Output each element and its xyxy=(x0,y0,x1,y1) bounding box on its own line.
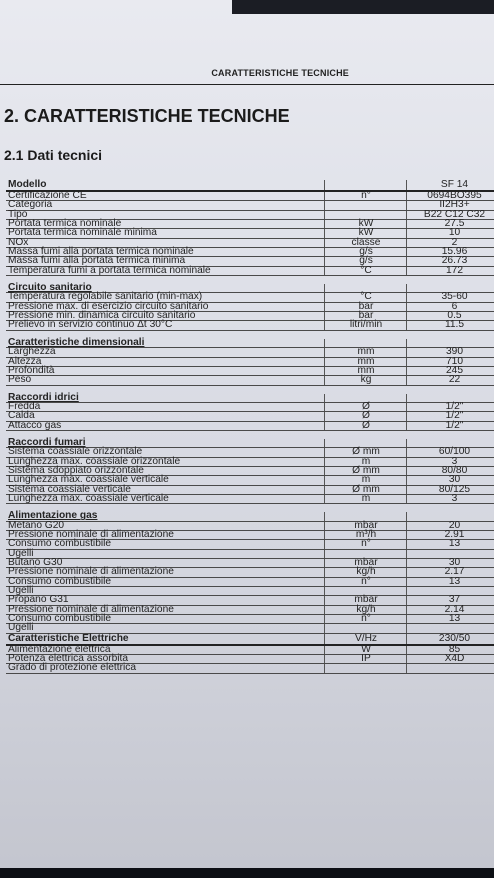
cell-value: 230/50 xyxy=(406,634,494,644)
cell-unit: Ø mm xyxy=(324,448,407,456)
cell-unit: litri/min xyxy=(324,321,407,329)
cell-unit: Ø xyxy=(324,412,407,420)
table-row xyxy=(6,400,494,412)
cell-value: 0694BO395 xyxy=(406,192,494,200)
cell-value xyxy=(406,431,494,439)
running-header xyxy=(0,64,494,85)
cell-unit: W xyxy=(324,646,407,654)
cell-label: Certificazione CE xyxy=(8,190,87,201)
cell-label: Pressione nominale di alimentazione xyxy=(8,603,174,615)
cell-unit: Ø mm xyxy=(324,486,407,494)
cell-label: Propano G31 xyxy=(8,594,69,606)
cell-value: 13 xyxy=(406,540,494,548)
cell-label: Potenza elettrica assorbita xyxy=(8,653,129,665)
cell-value: 13 xyxy=(406,578,494,586)
cell-unit: bar xyxy=(324,312,407,320)
cell-unit: mbar xyxy=(324,596,407,604)
cell-unit xyxy=(324,431,406,439)
cell-value: 0.5 xyxy=(406,312,494,320)
cell-label: Sistema coassiale orizzontale xyxy=(8,446,143,458)
cell-unit: mbar xyxy=(324,522,407,530)
cell-label: Pressione min. dinamica circuito sanitario xyxy=(8,310,196,322)
cell-value xyxy=(406,331,494,339)
cell-unit: g/s xyxy=(324,257,407,265)
cell-unit: Ø mm xyxy=(324,467,407,475)
cell-value: 2.91 xyxy=(406,531,494,539)
table-section-header xyxy=(6,391,494,403)
cell-unit xyxy=(324,331,406,339)
cell-unit: classe xyxy=(324,239,407,247)
cell-value: 172 xyxy=(406,267,494,275)
cell-label: Pressione nominale di alimentazione xyxy=(8,566,174,578)
cell-unit: °C xyxy=(324,267,407,275)
table-row xyxy=(6,364,494,376)
cell-label: Categoria xyxy=(8,199,53,211)
cell-label: Attacco gas xyxy=(8,419,62,431)
cell-value: 15.96 xyxy=(406,248,494,256)
cell-unit xyxy=(324,664,407,672)
cell-value: 80/125 xyxy=(406,486,494,494)
cell-value: 20 xyxy=(406,522,494,530)
cell-value: 2.14 xyxy=(406,606,494,614)
table-section-header xyxy=(6,336,494,348)
cell-label: Altezza xyxy=(8,355,42,367)
cell-label: Grado di protezione elettrica xyxy=(8,662,136,674)
cell-label: Temperatura regolabile sanitario (min-max) xyxy=(8,291,203,303)
cell-unit: bar xyxy=(324,303,407,311)
table-row xyxy=(6,376,494,385)
cell-unit: kg/h xyxy=(324,568,407,576)
cell-value xyxy=(406,504,494,512)
cell-label: NOx xyxy=(8,236,29,248)
table-row xyxy=(6,229,494,238)
cell-unit: kg/h xyxy=(324,606,407,614)
cell-unit: °C xyxy=(324,293,407,301)
cell-label: Peso xyxy=(8,374,32,386)
cell-value: 37 xyxy=(406,596,494,604)
table-row xyxy=(6,587,494,596)
cell-label: Ugelli xyxy=(8,547,34,559)
cell-value: B22 C12 C32 xyxy=(406,211,494,219)
technical-data-table xyxy=(6,180,494,674)
cell-value: 13 xyxy=(406,615,494,623)
cell-label: Ugelli xyxy=(8,622,34,634)
cell-unit: IP xyxy=(324,655,407,663)
cell-unit: kg xyxy=(324,376,407,384)
cell-value: 60/100 xyxy=(406,448,494,456)
cell-label: Portata termica nominale xyxy=(8,218,122,230)
cell-value xyxy=(406,664,494,672)
cell-label: Lunghezza max. coassiale verticale xyxy=(8,492,169,504)
cell-value: 85 xyxy=(406,646,494,654)
cell-unit xyxy=(324,624,407,632)
cell-unit: mm xyxy=(324,348,407,356)
cell-unit: mm xyxy=(324,358,407,366)
cell-unit: n° xyxy=(324,540,407,548)
cell-unit: n° xyxy=(324,615,407,623)
cell-unit: m xyxy=(324,458,407,466)
cell-value xyxy=(406,624,494,632)
cell-unit: n° xyxy=(324,192,407,200)
cell-value: 27.5 xyxy=(406,220,494,228)
cell-label: Calda xyxy=(8,410,35,422)
cell-value: 6 xyxy=(406,303,494,311)
cell-label: Lunghezza max. coassiale orizzontale xyxy=(8,455,181,467)
cell-label: Consumo combustibile xyxy=(8,575,112,587)
cell-label: Ugelli xyxy=(8,585,34,597)
cell-label: Caratteristiche Elettriche xyxy=(8,632,129,644)
cell-value: 3 xyxy=(406,458,494,466)
cell-label: Lunghezza max. coassiale verticale xyxy=(8,474,169,486)
cell-unit: n° xyxy=(324,578,407,586)
cell-label: Alimentazione gas xyxy=(8,510,98,522)
running-header-text: CARATTERISTICHE TECNICHE xyxy=(211,68,349,78)
cell-unit: kW xyxy=(324,229,407,237)
cell-value: X4D xyxy=(406,655,494,663)
cell-unit xyxy=(324,276,406,284)
cell-label: Modello xyxy=(8,179,47,190)
cell-value: 2.17 xyxy=(406,568,494,576)
cell-unit: mbar xyxy=(324,559,407,567)
table-row xyxy=(6,664,494,673)
cell-unit xyxy=(324,201,407,209)
cell-unit: m³/h xyxy=(324,531,407,539)
cell-label: Consumo combustibile xyxy=(8,613,112,625)
cell-value: 1/2" xyxy=(406,403,494,411)
table-section-header xyxy=(6,512,494,521)
cell-value: II2H3+ xyxy=(406,201,494,209)
cell-label: Portata termica nominale minima xyxy=(8,227,157,239)
cell-unit: g/s xyxy=(324,248,407,256)
cell-label: Larghezza xyxy=(8,346,56,358)
cell-value: 390 xyxy=(406,348,494,356)
cell-label: Sistema sdoppiato orizzontale xyxy=(8,464,144,476)
table-row xyxy=(6,412,494,421)
cell-unit: Ø xyxy=(324,422,407,430)
cell-label: Massa fumi alla portata termica nominale xyxy=(8,246,194,258)
section-title: 2. CARATTERISTICHE TECNICHE xyxy=(4,106,290,126)
background-edge xyxy=(232,0,494,14)
cell-label: Massa fumi alla portata termica minima xyxy=(8,255,186,267)
cell-unit: kW xyxy=(324,220,407,228)
table-row xyxy=(6,492,494,504)
cell-label: Pressione max. di esercizio circuito sanitario xyxy=(8,300,209,312)
cell-label: Tipo xyxy=(8,208,28,220)
table-row xyxy=(6,355,494,367)
cell-value xyxy=(406,386,494,394)
cell-label: Temperatura fumi a portata termica nominale xyxy=(8,264,211,276)
cell-label: Profondità xyxy=(8,364,55,376)
table-row xyxy=(6,321,494,330)
cell-value: 710 xyxy=(406,358,494,366)
table-row xyxy=(6,575,494,587)
table-row xyxy=(6,419,494,431)
cell-value: 26.73 xyxy=(406,257,494,265)
cell-label: Caratteristiche dimensionali xyxy=(8,336,145,348)
cell-label: Sistema coassiale verticale xyxy=(8,483,131,495)
table-row xyxy=(6,348,494,357)
background-edge-bottom xyxy=(0,868,494,878)
cell-value: 80/80 xyxy=(406,467,494,475)
cell-unit: Ø xyxy=(324,403,407,411)
cell-value: 30 xyxy=(406,559,494,567)
cell-label: Consumo combustibile xyxy=(8,538,112,550)
cell-unit xyxy=(324,180,407,190)
cell-unit: mm xyxy=(324,367,407,375)
cell-label: Raccordi fumari xyxy=(8,436,86,448)
cell-unit: V/Hz xyxy=(324,634,407,644)
cell-label: Circuito sanitario xyxy=(8,282,92,294)
cell-label: Butano G30 xyxy=(8,557,63,569)
cell-value xyxy=(406,276,494,284)
cell-value: 2 xyxy=(406,239,494,247)
cell-unit: m xyxy=(324,476,407,484)
cell-label: Metano G20 xyxy=(8,519,65,531)
cell-value: 245 xyxy=(406,367,494,375)
cell-value: 10 xyxy=(406,229,494,237)
table-row xyxy=(6,615,494,624)
cell-unit xyxy=(324,386,406,394)
table-row xyxy=(6,192,494,201)
cell-value: 11.5 xyxy=(406,321,494,329)
table-row xyxy=(6,547,494,559)
cell-value: 30 xyxy=(406,476,494,484)
cell-value: 1/2" xyxy=(406,412,494,420)
cell-label: Pressione nominale di alimentazione xyxy=(8,529,174,540)
cell-value: 1/2" xyxy=(406,422,494,430)
subsection-title: 2.1 Dati tecnici xyxy=(4,147,103,163)
cell-value: SF 14 xyxy=(406,180,494,190)
cell-label: Raccordi idrici xyxy=(8,391,79,403)
cell-label: Alimentazione elettrica xyxy=(8,643,111,655)
cell-unit: m xyxy=(324,495,407,503)
cell-label: Fredda xyxy=(8,400,41,412)
table-row xyxy=(6,201,494,210)
table-row xyxy=(6,386,494,394)
cell-unit xyxy=(324,504,406,512)
table-row xyxy=(6,264,494,276)
cell-value: 3 xyxy=(406,495,494,503)
cell-value: 22 xyxy=(406,376,494,384)
cell-value: 35-60 xyxy=(406,293,494,301)
cell-label: Prelievo in servizio continuo Δt 30°C xyxy=(8,319,173,331)
table-row xyxy=(6,540,494,549)
